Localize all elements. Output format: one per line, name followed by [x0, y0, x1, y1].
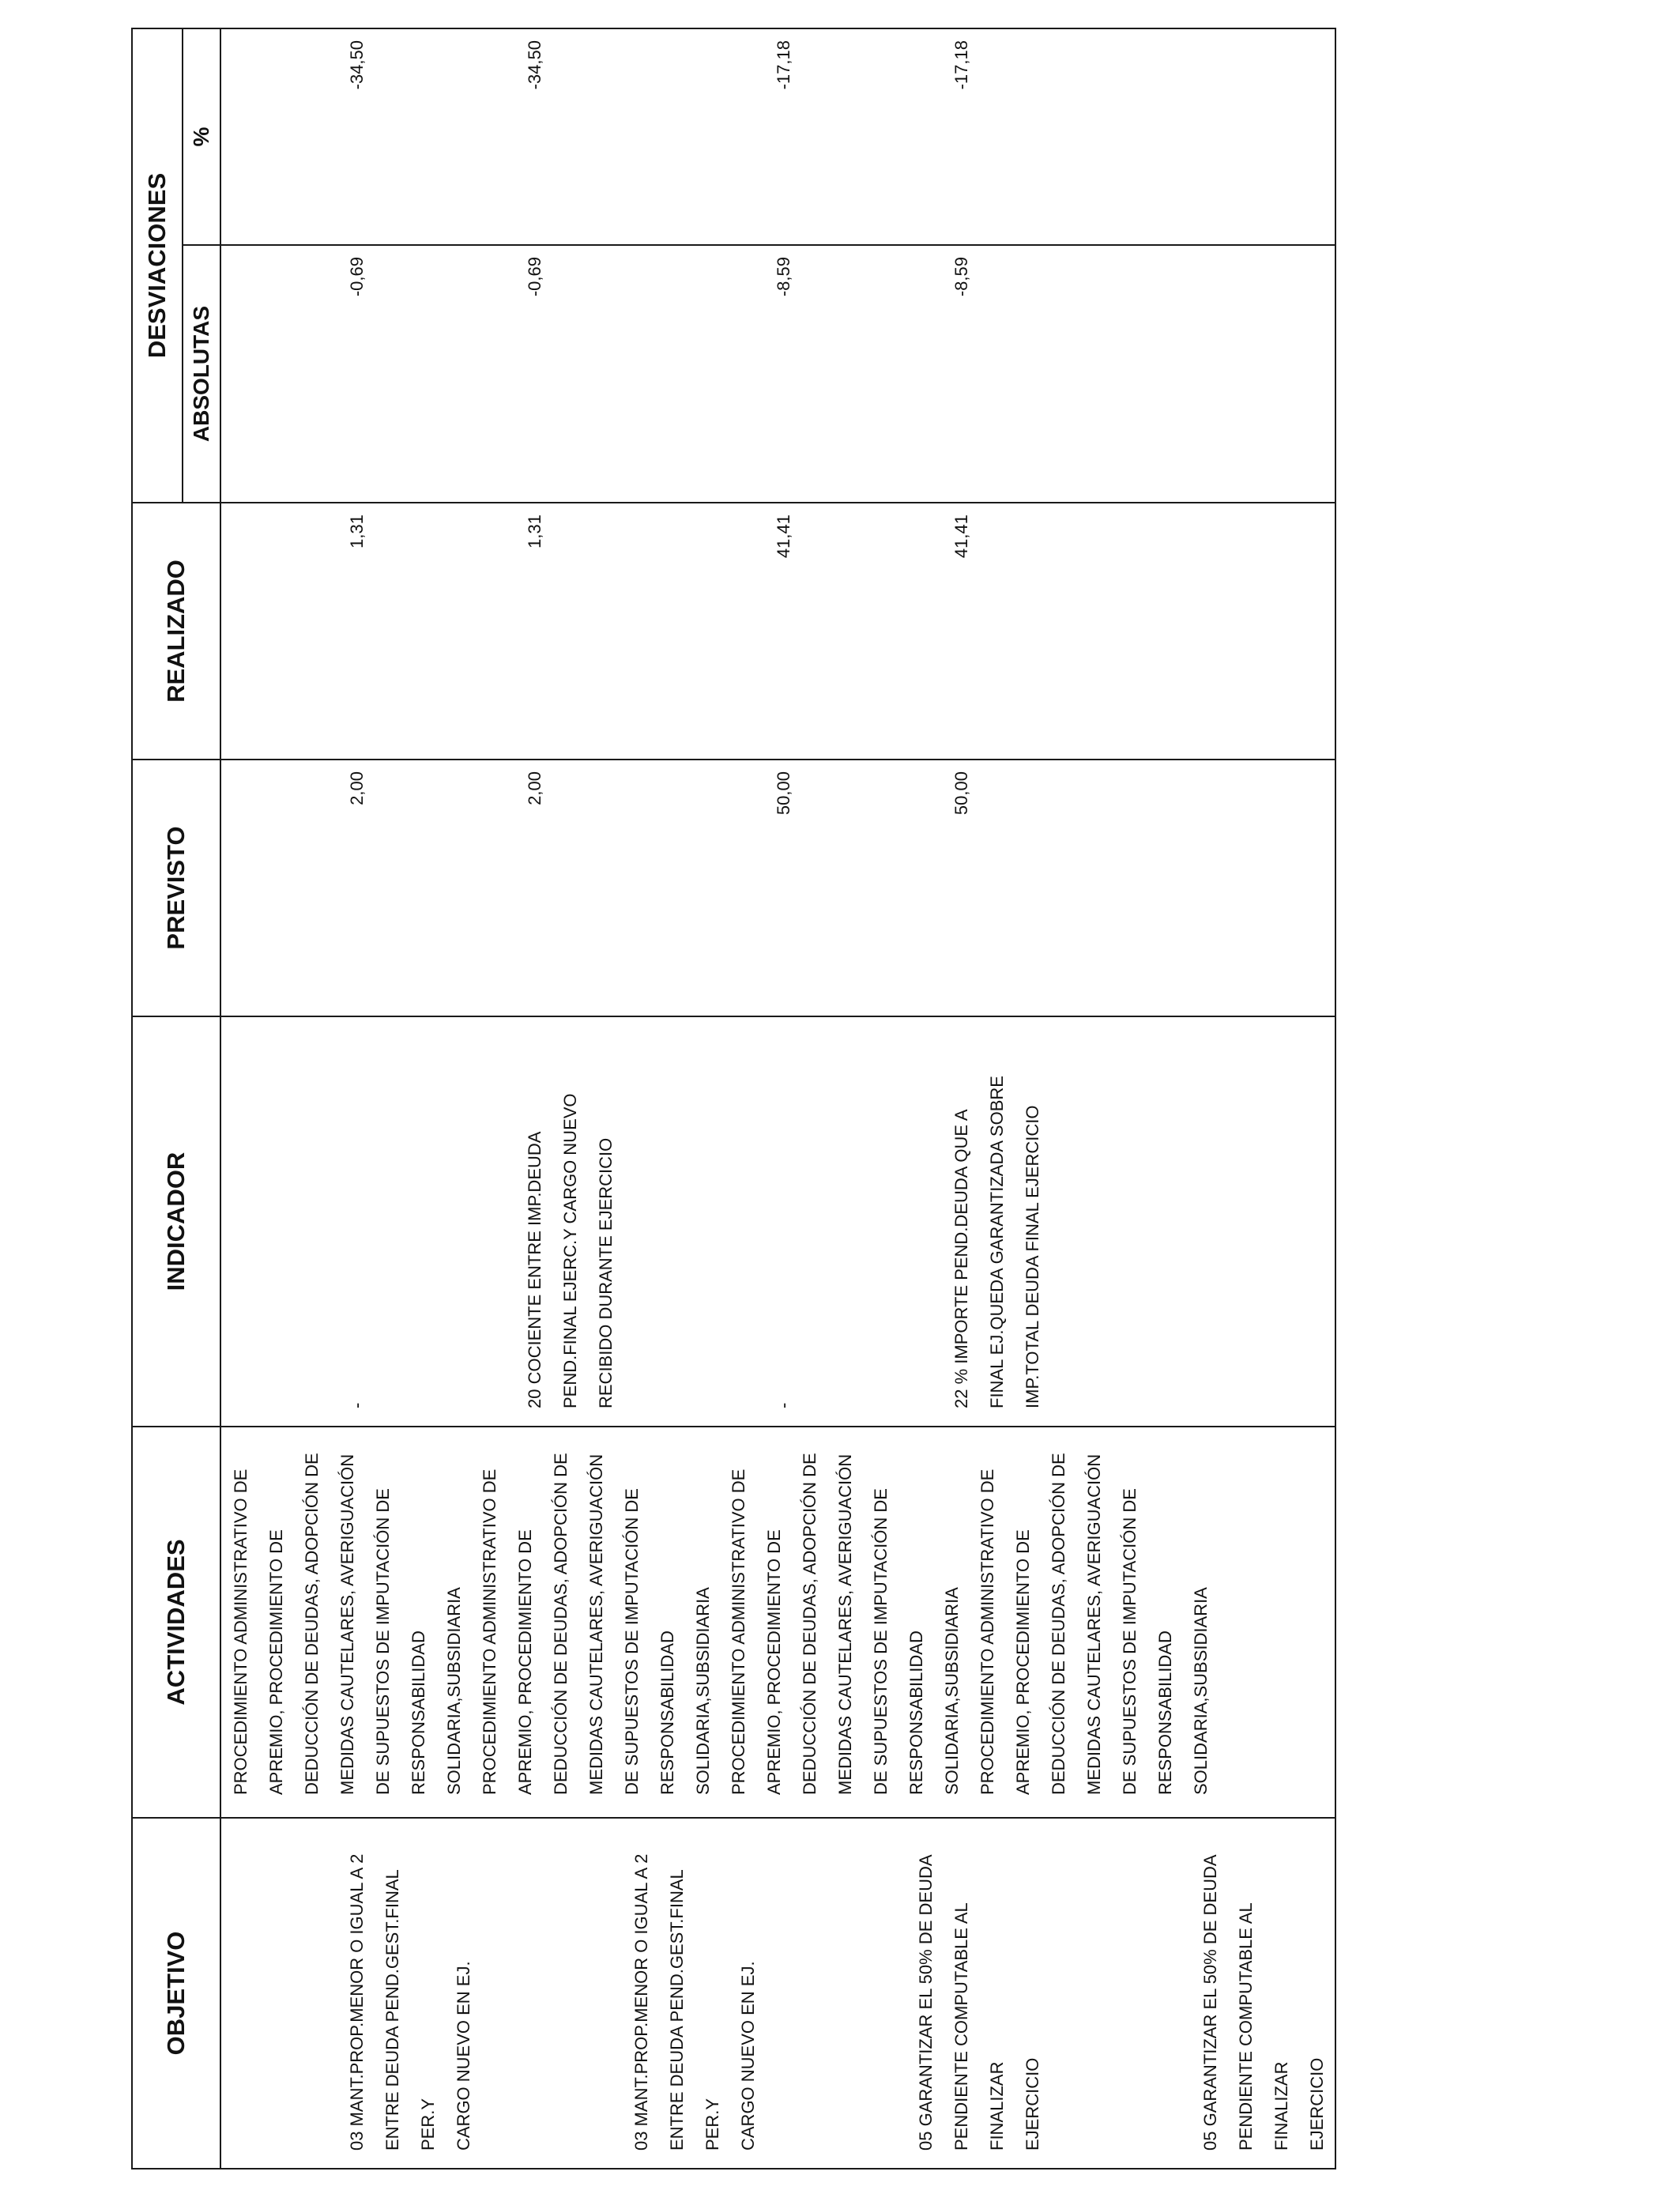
objetivo-cell: [220, 1818, 1335, 2169]
porcentaje-cell: [220, 28, 1335, 245]
objetivo-text: 03 MANT.PROP.MENOR O IGUAL A 2 ENTRE DEUDA PEND.GEST.FINAL PER.Y CARGO NUEVO EN EJ. 03 MANT.PROP.MENOR O IGUAL A 2 ENTRE DEUDA PEND.GEST.FINAL PER.Y CARGO NUEVO EN EJ. 05 GARANTIZAR EL 50% DE DEUDA PENDIENTE COMPUTABLE AL FINALIZAR EJERCICIO 05 GARANTIZAR EL 50% DE DEUDA PENDIENTE COMPUTABLE AL FINALIZAR EJERCICIO: [347, 1853, 1327, 2151]
actividades-cell: [220, 1427, 1335, 1818]
indicador-text: - 20 COCIENTE ENTRE IMP.DEUDA PEND.FINAL EJERC.Y CARGO NUEVO RECIBIDO DURANTE EJERCICIO - 22 % IMPORTE PEND.DEUDA QUE A FINAL EJ.QUEDA GARANTIZADA SOBRE IMP.TOTAL DEUDA FINAL EJERCICIO: [347, 1076, 1042, 1408]
body-row: [220, 28, 1335, 2169]
header-realizado: REALIZADO: [132, 503, 220, 760]
header-absolutas: ABSOLUTAS: [183, 245, 220, 503]
rotated-report-table: [131, 29, 1327, 2169]
realizado-cell: [220, 503, 1335, 760]
header-previsto: PREVISTO: [132, 760, 220, 1016]
indicador-cell: [220, 1016, 1335, 1427]
header-indicador: INDICADOR: [132, 1016, 220, 1427]
objectives-table: [131, 28, 1336, 2169]
header-row: [132, 28, 183, 2169]
header-objetivo: OBJETIVO: [132, 1818, 220, 2169]
header-actividades: ACTIVIDADES: [132, 1427, 220, 1818]
previsto-values: 2,00 2,00 50,00 50,00: [347, 771, 971, 816]
header-porcentaje: %: [183, 28, 220, 245]
absolutas-values: -0,69 -0,69 -8,59 -8,59: [347, 257, 971, 297]
absolutas-cell: [220, 245, 1335, 503]
porcentaje-values: -34,50 -34,50 -17,18 -17,18: [347, 40, 971, 90]
realizado-values: 1,31 1,31 41,41 41,41: [347, 515, 971, 559]
header-desviaciones: DESVIACIONES: [132, 28, 183, 503]
previsto-cell: [220, 760, 1335, 1016]
actividades-text: PROCEDIMIENTO ADMINISTRATIVO DE APREMIO, PROCEDIMIENTO DE DEDUCCIÓN DE DEUDAS, ADOPCIÓN DE MEDIDAS CAUTELARES, AVERIGUACIÓN DE SUPUESTOS DE IMPUTACIÓN DE RESPONSABILIDAD SOLIDARIA,SUBSIDIARIA PROCEDIMIENTO ADMINISTRATIVO DE APREMIO, PROCEDIMIENTO DE DEDUCCIÓN DE DEUDAS, ADOPCIÓN DE MEDIDAS CAUTELARES, AVERIGUACIÓN DE SUPUESTOS DE IMPUTACIÓN DE RESPONSABILIDAD SOLIDARIA,SUBSIDIARIA PROCEDIMIENTO ADMINISTRATIVO DE APREMIO, PROCEDIMIENTO DE DEDUCCIÓN DE DEUDAS, ADOPCIÓN DE MEDIDAS CAUTELARES, AVERIGUACIÓN DE SUPUESTOS DE IMPUTACIÓN DE RESPONSABILIDAD SOLIDARIA,SUBSIDIARIA PROCEDIMIENTO ADMINISTRATIVO DE APREMIO, PROCEDIMIENTO DE DEDUCCIÓN DE DEUDAS, ADOPCIÓN DE MEDIDAS CAUTELARES, AVERIGUACIÓN DE SUPUESTOS DE IMPUTACIÓN DE RESPONSABILIDAD SOLIDARIA,SUBSIDIARIA: [231, 1453, 1211, 1795]
